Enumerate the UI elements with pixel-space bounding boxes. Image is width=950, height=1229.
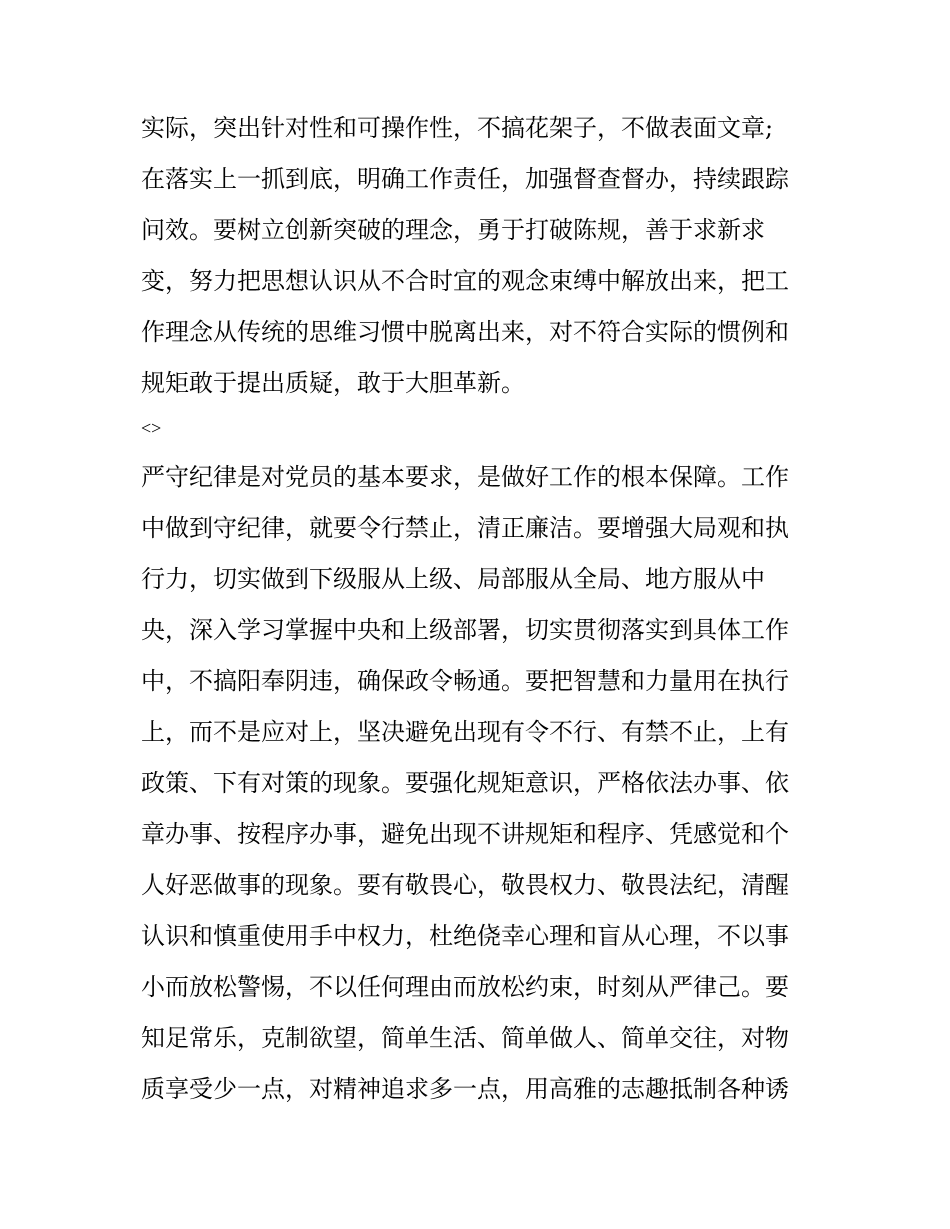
paragraph-line: 认识和慎重使用手中权力，杜绝侥幸心理和盲从心理，不以事 <box>141 922 789 950</box>
paragraph-line: 在落实上一抓到底，明确工作责任，加强督查督办，持续跟踪 <box>141 165 789 193</box>
paragraph-line: 问效。要树立创新突破的理念，勇于打破陈规，善于求新求 <box>141 216 765 244</box>
paragraph-line: 严守纪律是对党员的基本要求，是做好工作的根本保障。工作 <box>141 463 789 491</box>
paragraph-line: 实际，突出针对性和可操作性，不搞花架子，不做表面文章; <box>141 114 774 142</box>
paragraph-line: 变，努力把思想认识从不合时宜的观念束缚中解放出来，把工 <box>141 267 789 295</box>
paragraph-line: 章办事、按程序办事，避免出现不讲规矩和程序、凭感觉和个 <box>141 820 789 848</box>
paragraph-line: 政策、下有对策的现象。要强化规矩意识，严格依法办事、依 <box>141 769 789 797</box>
paragraph-line: 质享受少一点，对精神追求多一点，用高雅的志趣抵制各种诱 <box>141 1075 789 1103</box>
paragraph-line: 作理念从传统的思维习惯中脱离出来，对不符合实际的惯例和 <box>141 318 789 346</box>
paragraph-line: 知足常乐，克制欲望，简单生活、简单做人、简单交往，对物 <box>141 1024 789 1052</box>
paragraph-line: 小而放松警惕，不以任何理由而放松约束，时刻从严律己。要 <box>141 973 789 1001</box>
paragraph-line: 央，深入学习掌握中央和上级部署，切实贯彻落实到具体工作 <box>141 616 789 644</box>
paragraph-line: 人好恶做事的现象。要有敬畏心，敬畏权力、敬畏法纪，清醒 <box>141 871 789 899</box>
paragraph-line: 规矩敢于提出质疑，敢于大胆革新。 <box>141 369 525 397</box>
paragraph-line: 中做到守纪律，就要令行禁止，清正廉洁。要增强大局观和执 <box>141 514 789 542</box>
paragraph-line: 中，不搞阳奉阴违，确保政令畅通。要把智慧和力量用在执行 <box>141 667 789 695</box>
paragraph-line: 上，而不是应对上，坚决避免出现有令不行、有禁不止，上有 <box>141 718 789 746</box>
separator-text: <> <box>141 418 162 438</box>
paragraph-line: 行力，切实做到下级服从上级、局部服从全局、地方服从中 <box>141 565 765 593</box>
